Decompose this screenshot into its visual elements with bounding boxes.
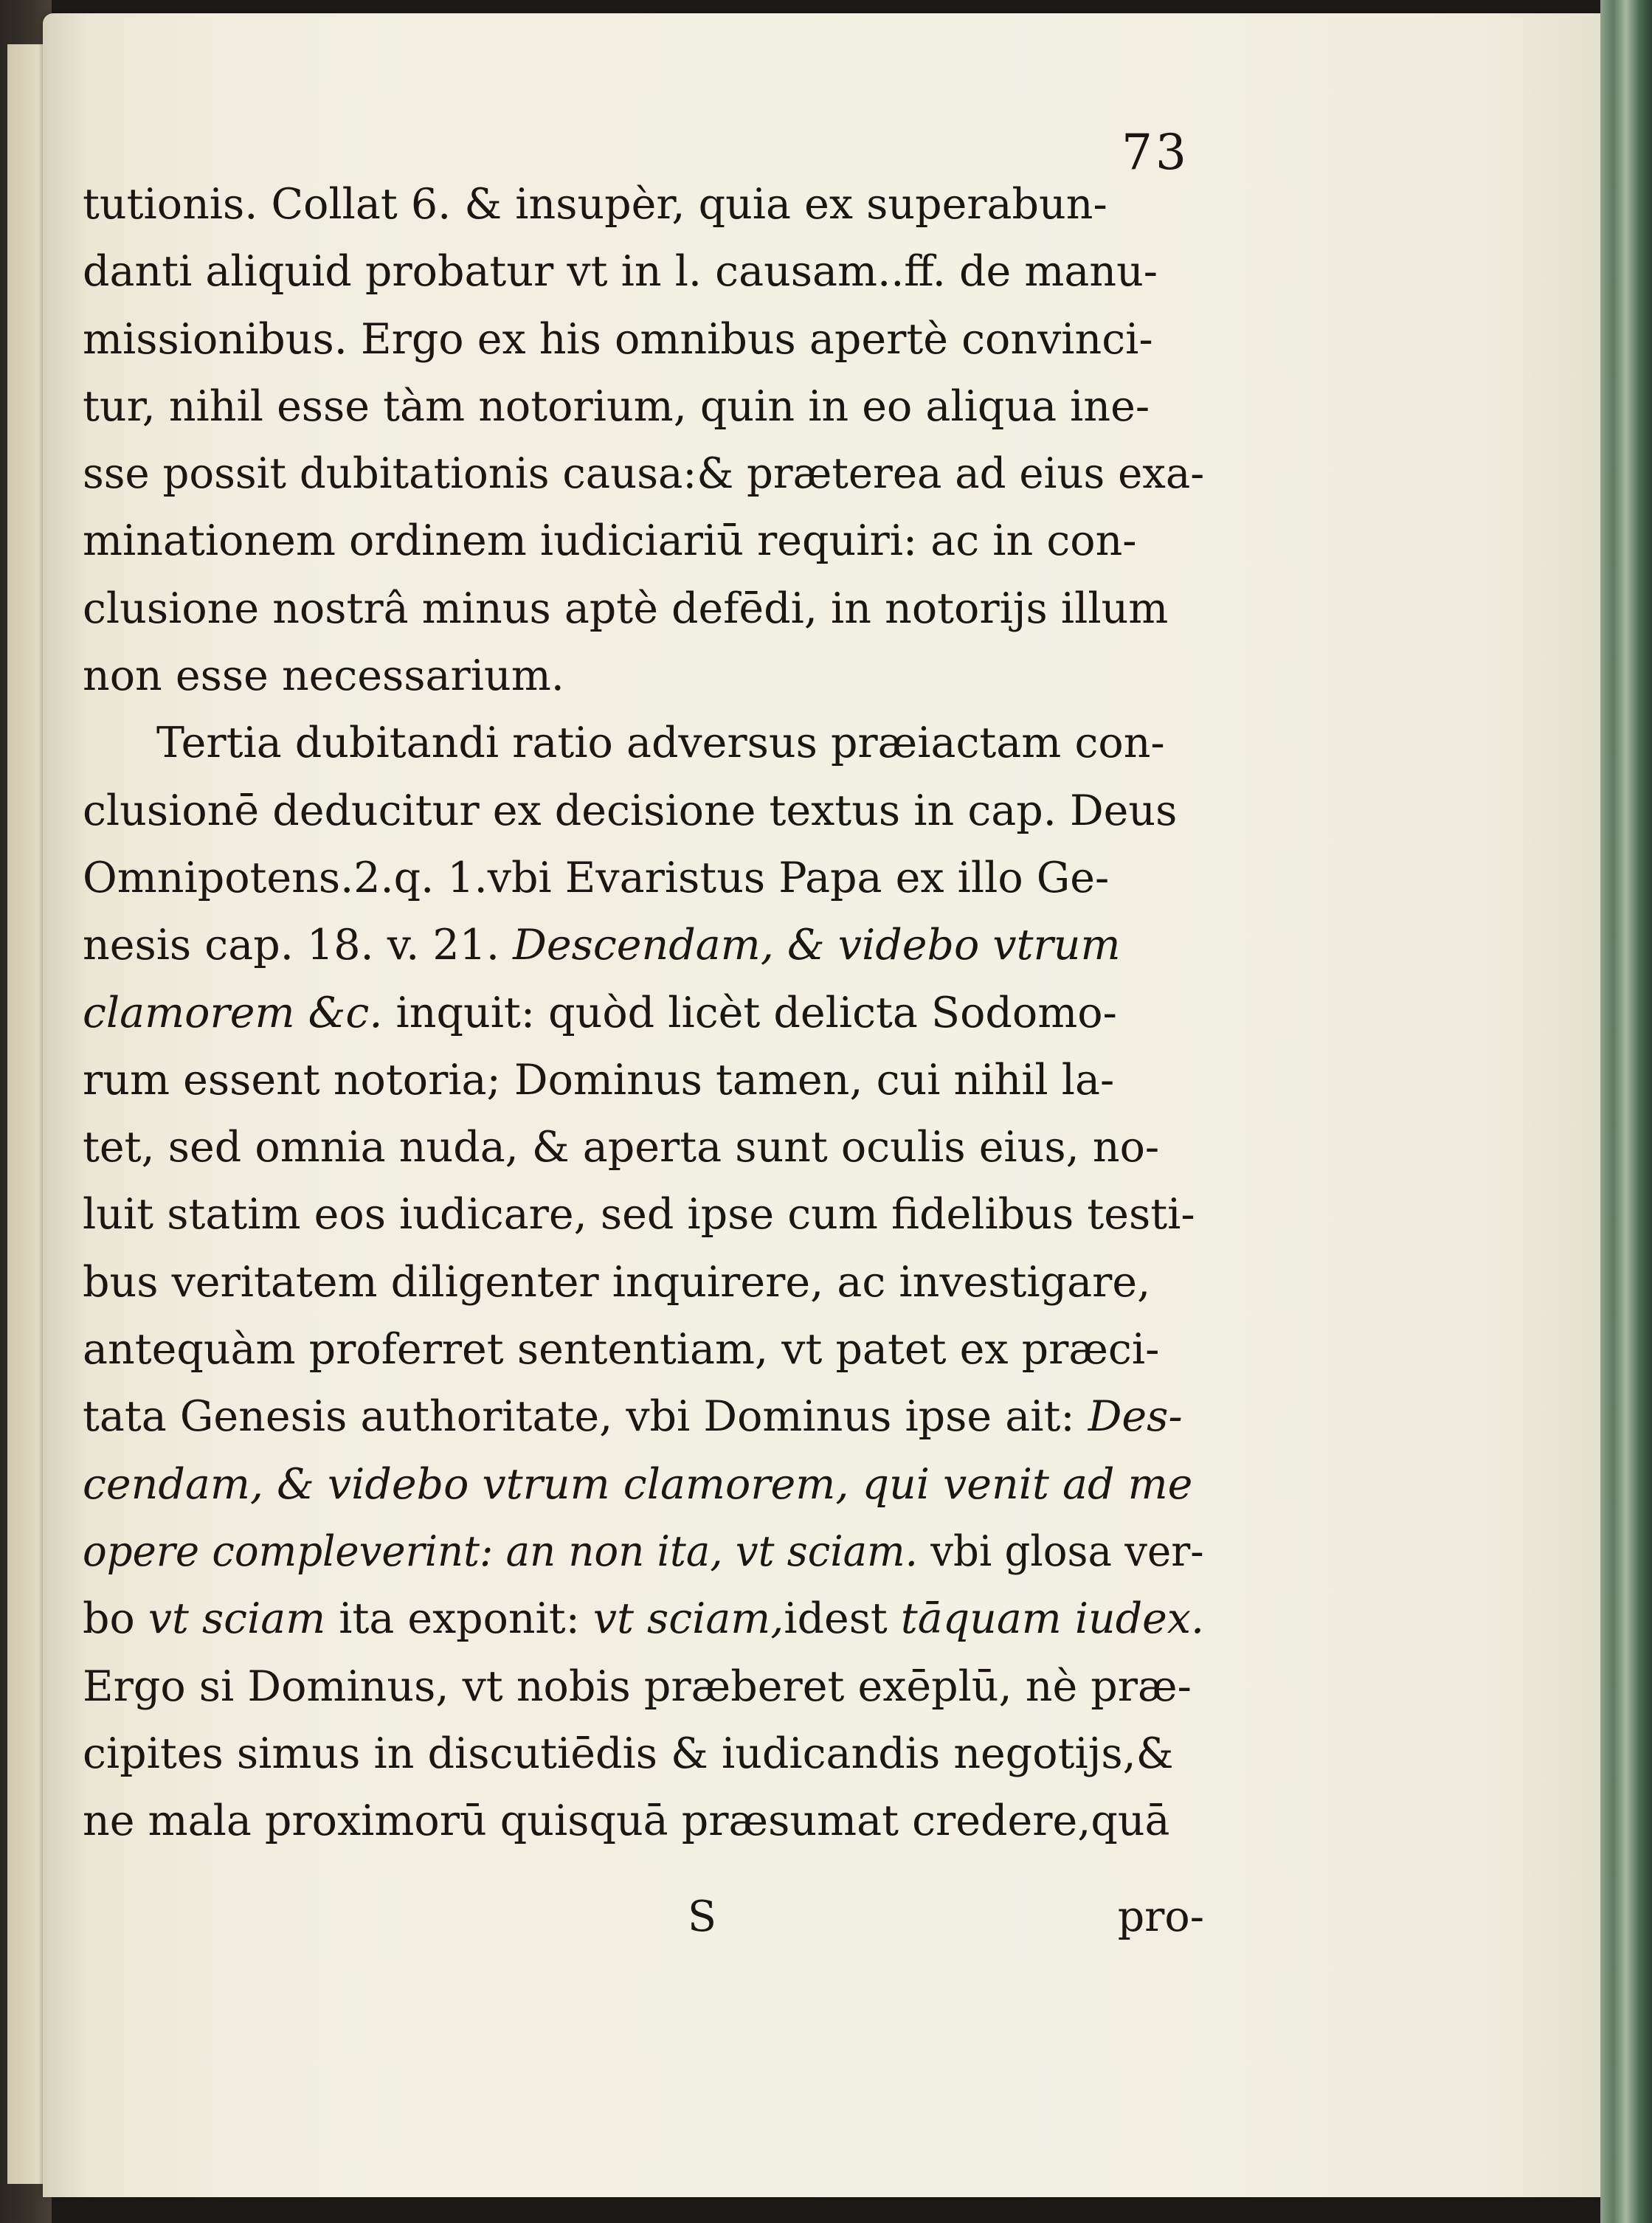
text-line [83, 845, 1204, 912]
roman-segment: minationem ordinem iudiciariū requiri: ac in con- [83, 516, 1137, 566]
roman-segment: cipites simus in discutiēdis & iudicandis negotijs,& [83, 1729, 1174, 1778]
roman-segment: nesis cap. 18. v. 21. [83, 921, 514, 970]
text-line [83, 1451, 1204, 1518]
roman-segment: clusione nostrâ minus aptè defēdi, in notorijs illum [83, 584, 1169, 633]
text-line [83, 1788, 1204, 1855]
roman-segment: bo [83, 1594, 148, 1644]
roman-segment: ne mala proximorū quisquā præsumat credere,quā [83, 1797, 1170, 1846]
text-line [83, 1249, 1204, 1316]
text-line [83, 440, 1205, 508]
text-line [83, 508, 1204, 575]
page-number: 73 [1122, 124, 1189, 181]
roman-segment: tur, nihil esse tàm notorium, quin in eo aliqua ine- [83, 381, 1150, 431]
text-line [83, 306, 1204, 373]
italic-segment: vt sciam, [592, 1594, 784, 1644]
roman-segment: Omnipotens.2.q. 1.vbi Evaristus Papa ex illo Ge- [83, 853, 1110, 902]
text-line [83, 643, 1204, 710]
roman-segment: inquit: quòd licèt delicta Sodomo- [382, 988, 1117, 1037]
text-line [83, 373, 1204, 440]
body-text [83, 171, 1204, 1855]
roman-segment: tet, sed omnia nuda, & aperta sunt oculis eius, no- [83, 1123, 1160, 1172]
italic-segment: vt sciam [148, 1594, 326, 1644]
italic-segment: Descendam, & videbo vtrum [513, 921, 1121, 970]
roman-segment: bus veritatem diligenter inquirere, ac investigare, [83, 1257, 1151, 1307]
roman-segment: rum essent notoria; Dominus tamen, cui nihil la- [83, 1055, 1115, 1104]
text-line [83, 1383, 1204, 1451]
roman-segment: tata Genesis authoritate, vbi Dominus ipse ait: [83, 1392, 1088, 1442]
italic-segment: Des- [1088, 1392, 1183, 1442]
roman-segment: clusionē deducitur ex decisione textus in cap. Deus [83, 786, 1178, 835]
roman-segment: antequàm proferret sententiam, vt patet ex præci- [83, 1325, 1160, 1375]
text-line [83, 1653, 1204, 1721]
text-line [83, 980, 1204, 1047]
roman-segment: idest [784, 1594, 901, 1644]
catch-line [83, 1892, 1204, 1959]
text-line [83, 778, 1204, 845]
roman-segment: missionibus. Ergo ex his omnibus apertè convinci- [83, 314, 1153, 364]
page-fore-edge [1600, 0, 1652, 2223]
roman-segment: sse possit dubitationis causa:& præterea ad eius exa- [83, 449, 1205, 499]
italic-segment: clamorem &c. [83, 988, 383, 1037]
text-line [83, 710, 1204, 777]
roman-segment: Tertia dubitandi ratio adversus præiactam con- [156, 719, 1165, 768]
text-line [83, 1518, 1204, 1586]
text-line [83, 1047, 1204, 1114]
text-line [83, 238, 1204, 305]
roman-segment: tutionis. Collat 6. & insupèr, quia ex superabun- [83, 180, 1107, 229]
italic-segment: opere compleverint: an non ita, vt sciam. [83, 1527, 918, 1576]
roman-segment: non esse necessarium. [83, 651, 564, 701]
text-line [83, 1316, 1204, 1383]
italic-segment: cendam, & videbo vtrum clamorem, qui venit ad me [83, 1459, 1193, 1509]
signature-mark: S [688, 1892, 717, 1941]
roman-segment: ita exponit: [325, 1594, 593, 1644]
text-line [83, 1114, 1204, 1181]
roman-segment: Ergo si Dominus, vt nobis præberet exēplū, nè præ- [83, 1662, 1192, 1711]
roman-segment: vbi glosa ver- [917, 1527, 1204, 1576]
text-line [83, 1586, 1203, 1653]
roman-segment: luit statim eos iudicare, sed ipse cum fidelibus testi- [83, 1190, 1195, 1240]
text-line [83, 1721, 1204, 1788]
text-line [83, 171, 1204, 238]
text-line [83, 912, 1204, 979]
roman-segment: danti aliquid probatur vt in l. causam..ff. de manu- [83, 247, 1158, 297]
text-line [83, 1181, 1204, 1248]
italic-segment: tāquam iudex. [900, 1594, 1205, 1644]
text-line [83, 575, 1204, 643]
catchword: pro- [1117, 1892, 1204, 1941]
